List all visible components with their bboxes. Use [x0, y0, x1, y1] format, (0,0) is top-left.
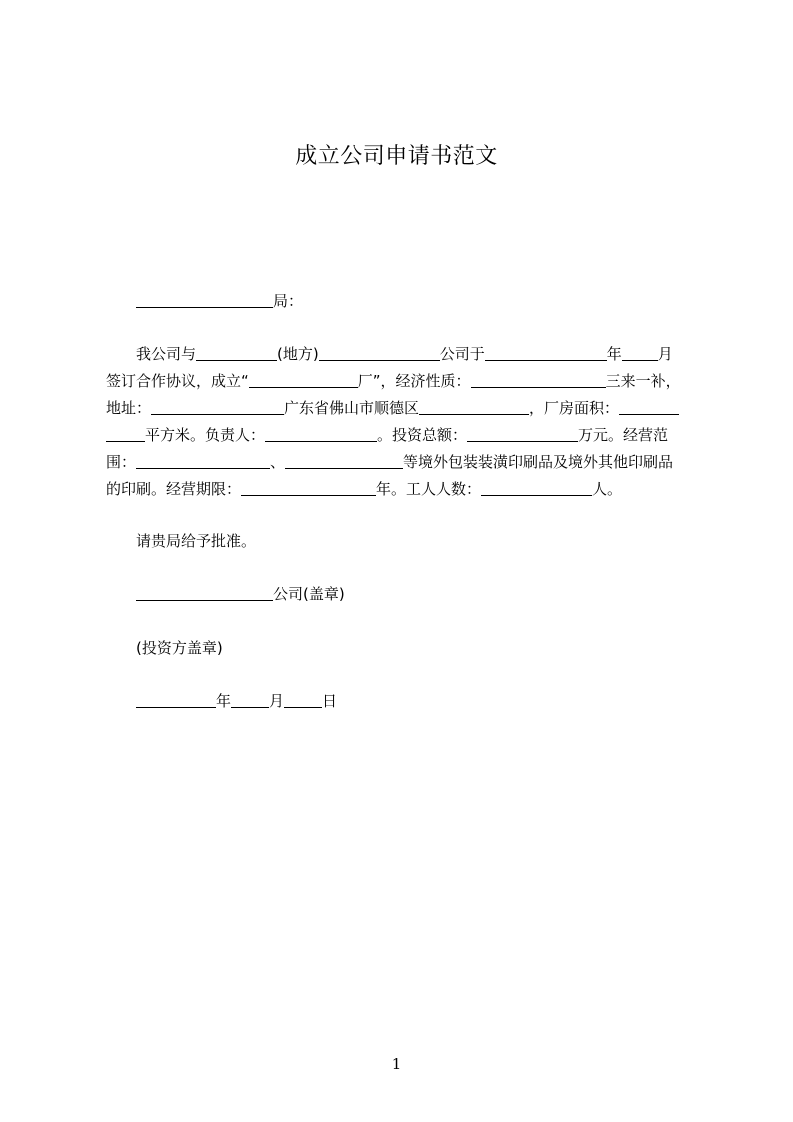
text-segment: 等境外包装装潢印刷品及境外其他印刷品 — [403, 453, 674, 471]
blank-field — [481, 479, 592, 496]
addressee-line — [136, 291, 303, 311]
text-segment: 。投资总额： — [377, 426, 468, 444]
paragraph-line-1 — [136, 344, 673, 364]
blank-field — [285, 452, 403, 469]
text-segment: 围： — [106, 453, 137, 471]
text-segment: 三来一补， — [605, 372, 681, 390]
blank-field — [151, 398, 284, 415]
page-number: 1 — [391, 1055, 402, 1073]
investor-seal-line: (投资方盖章) — [136, 639, 223, 657]
blank-field — [106, 425, 145, 442]
text-segment: 月 — [657, 345, 673, 363]
blank-field — [196, 344, 277, 361]
blank-field — [619, 398, 679, 415]
paragraph-line-3 — [106, 398, 679, 418]
blank-field — [136, 691, 216, 708]
text-segment: 地址： — [106, 399, 152, 417]
text-segment: 的印刷。经营期限： — [106, 480, 242, 498]
paragraph-line-5 — [106, 452, 673, 472]
paragraph-line-4 — [106, 425, 668, 445]
date-year-label: 年 — [216, 692, 232, 710]
company-seal-line — [136, 584, 345, 604]
text-segment: 年 — [606, 345, 622, 363]
date-month-label: 月 — [269, 692, 285, 710]
date-line — [136, 691, 337, 711]
blank-field — [241, 479, 376, 496]
text-segment: 我公司与 — [136, 345, 197, 363]
text-segment: 公司于 — [439, 345, 485, 363]
blank-field — [467, 425, 578, 442]
blank-field — [319, 344, 440, 361]
text-segment: 万元。经营范 — [578, 426, 669, 444]
text-segment: ，厂房面积： — [529, 399, 620, 417]
blank-field — [265, 425, 377, 442]
company-seal-label: 公司(盖章) — [273, 585, 345, 603]
blank-field — [485, 344, 607, 361]
blank-field — [136, 584, 273, 601]
text-segment: 广东省佛山市顺德区 — [284, 399, 420, 417]
text-segment: 年。工人人数： — [376, 480, 482, 498]
text-segment: 、 — [270, 453, 286, 471]
paragraph-line-6 — [106, 479, 622, 499]
blank-field — [231, 691, 269, 708]
blank-field — [622, 344, 658, 361]
text-segment: 签订合作协议，成立“ — [106, 372, 249, 390]
request-line: 请贵局给予批准。 — [136, 532, 257, 550]
addressee-suffix: 局： — [273, 292, 304, 310]
text-segment: 厂”，经济性质： — [357, 372, 471, 390]
blank-field — [419, 398, 529, 415]
document-title: 成立公司申请书范文 — [295, 144, 498, 169]
date-day-label: 日 — [322, 692, 338, 710]
blank-field — [284, 691, 322, 708]
paragraph-line-2 — [106, 371, 681, 391]
blank-field — [249, 371, 358, 388]
text-segment: (地方) — [277, 345, 319, 363]
blank-field — [136, 291, 273, 308]
text-segment: 平方米。负责人： — [145, 426, 266, 444]
blank-field — [136, 452, 270, 469]
blank-field — [471, 371, 606, 388]
text-segment: 人。 — [592, 480, 623, 498]
